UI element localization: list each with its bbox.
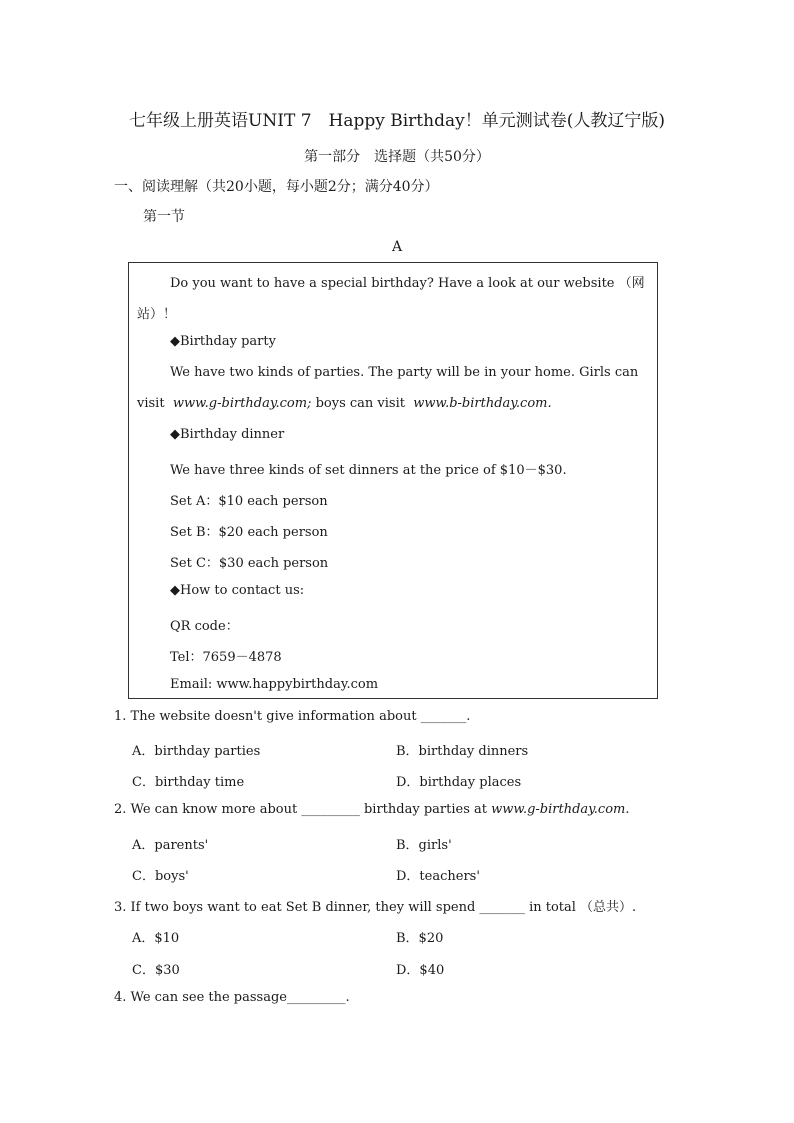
question-2-option-a[interactable]: A．parents' — [132, 838, 209, 853]
set-c-price: Set C：$30 each person — [170, 556, 329, 571]
question-2-website: www.g-birthday.com. — [491, 802, 630, 817]
email: Email: www.happybirthday.com — [170, 677, 379, 692]
question-2-option-c[interactable]: C．boys' — [132, 869, 189, 884]
question-1-option-c[interactable]: C．birthday time — [132, 775, 245, 790]
question-1-option-a[interactable]: A．birthday parties — [132, 744, 261, 759]
question-3-option-d[interactable]: D．$40 — [396, 963, 445, 978]
telephone: Tel：7659－4878 — [170, 650, 282, 665]
question-1-stem: 1. The website doesn't give information about _______. — [114, 709, 471, 724]
question-3-option-b[interactable]: B．$20 — [396, 931, 444, 946]
question-3-stem: 3. If two boys want to eat Set B dinner, they will spend _______ in total （总共）. — [114, 900, 637, 915]
girls-website-link: www.g-birthday.com; — [172, 396, 312, 411]
question-2-stem-text: 2. We can know more about _________ birthday parties at — [114, 802, 487, 817]
party-heading: ◆Birthday party — [170, 334, 276, 349]
subsection-title: 第一节 — [143, 209, 185, 225]
party-line-2 — [137, 396, 552, 411]
contact-heading: ◆How to contact us: — [170, 583, 305, 598]
set-b-price: Set B：$20 each person — [170, 525, 328, 540]
dinner-line: We have three kinds of set dinners at the price of $10－$30. — [170, 463, 567, 478]
qr-code-label: QR code： — [170, 619, 239, 634]
dinner-heading: ◆Birthday dinner — [170, 427, 285, 442]
party-boys-text: boys can visit — [315, 396, 405, 411]
question-1-option-b[interactable]: B．birthday dinners — [396, 744, 529, 759]
boys-website-link: www.b-birthday.com. — [413, 396, 552, 411]
exam-title: 七年级上册英语UNIT 7 Happy Birthday！单元测试卷(人教辽宁版) — [129, 111, 665, 131]
passage-intro-line-1: Do you want to have a special birthday? Have a look at our website （网 — [170, 276, 645, 291]
passage-intro-line-2: 站）！ — [137, 307, 177, 322]
question-3-option-a[interactable]: A．$10 — [132, 931, 180, 946]
passage-box — [128, 262, 658, 699]
question-2-option-b[interactable]: B．girls' — [396, 838, 452, 853]
question-1-option-d[interactable]: D．birthday places — [396, 775, 522, 790]
passage-letter: A — [391, 239, 403, 255]
part-title: 第一部分 选择题（共50分） — [304, 149, 490, 165]
party-line-1: We have two kinds of parties. The party will be in your home. Girls can — [170, 365, 639, 380]
question-3-option-c[interactable]: C．$30 — [132, 963, 180, 978]
section-title: 一、阅读理解（共20小题，每小题2分；满分40分） — [114, 179, 439, 195]
question-2-option-d[interactable]: D．teachers' — [396, 869, 480, 884]
question-2-stem — [114, 802, 630, 817]
question-4-stem: 4. We can see the passage_________. — [114, 990, 350, 1005]
party-visit-text: visit — [137, 396, 165, 411]
set-a-price: Set A：$10 each person — [170, 494, 328, 509]
